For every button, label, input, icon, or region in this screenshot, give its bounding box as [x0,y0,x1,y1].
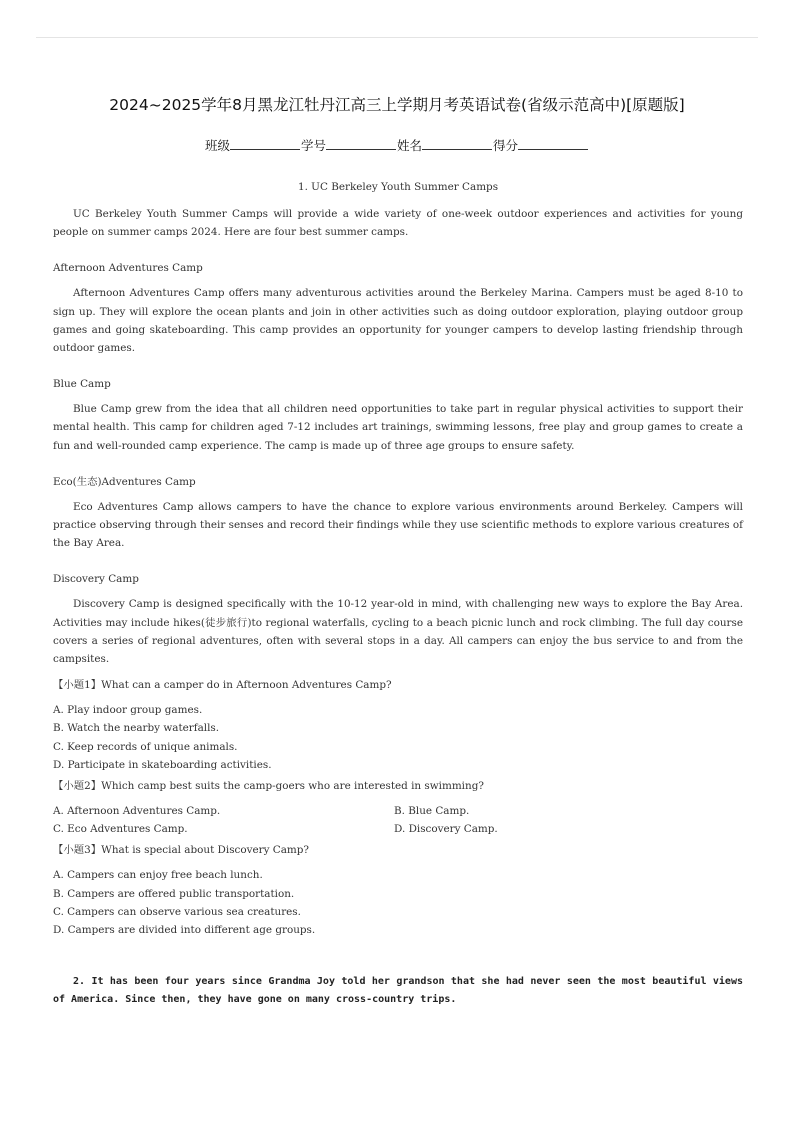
answer-option: A. Afternoon Adventures Camp. [53,805,221,818]
answer-option: A. Campers can enjoy free beach lunch. [53,869,263,882]
answer-options-grid [53,802,743,838]
camp-description: Eco Adventures Camp allows campers to have the chance to explore various environments around Berkeley. Campers will practice observing through their senses and record their findings while they use scientific methods to explore various creatures of the Bay Area. [53,500,743,550]
question-1-heading: 1. UC Berkeley Youth Summer Camps [297,181,499,193]
answer-option: B. Campers are offered public transportation. [53,887,295,900]
answer-option: B. Blue Camp. [394,805,470,818]
answer-option: D. Campers are divided into different age groups. [53,924,316,937]
sub-question-3: 【小题3】What is special about Discovery Camp? [53,844,309,857]
camp-title: Eco(生态)Adventures Camp [53,475,196,488]
camp-title: Discovery Camp [53,573,139,586]
answer-option: D. Participate in skateboarding activities. [53,758,272,771]
camp-section [53,473,743,553]
class-blank [230,137,300,150]
exam-content [53,178,743,1019]
score-label: 得分 [493,138,519,153]
class-label: 班级 [204,138,230,153]
answer-option: B. Watch the nearby waterfalls. [53,722,220,735]
camp-description: Afternoon Adventures Camp offers many adventurous activities around the Berkeley Marina. Campers must be aged 8-10 to sign up. They will explore the ocean plants and join in other activities such as doing outdoor exploration, playing outdoor group games and going skateboarding. This camp provides an opportunity for younger campers to develop lasting friendship through outdoor games. [53,287,743,355]
camp-section [53,259,743,357]
student-info-line [0,136,794,154]
name-label: 姓名 [397,138,423,153]
answer-option: C. Eco Adventures Camp. [53,823,188,836]
camp-description: Blue Camp grew from the idea that all children need opportunities to take part in regular physical activities to support their mental health. This camp for children aged 7-12 includes art trainings, swimming lessons, free play and group games to create a fun and well-rounded camp experience. The camp is made up of three age groups to ensure safety. [53,403,743,452]
score-blank [518,137,588,150]
answer-option: C. Campers can observe various sea creatures. [53,905,301,918]
sub-question-2: 【小题2】Which camp best suits the camp-goers who are interested in swimming? [53,780,484,793]
name-blank [422,137,492,150]
camp-title: Blue Camp [53,378,111,391]
number-label: 学号 [300,138,326,153]
top-divider [36,37,758,38]
camp-description: Discovery Camp is designed specifically with the 10-12 year-old in mind, with challenging new ways to explore the Bay Area. Activities may include hikes(徒步旅行)to regional waterfalls, cycling to a beach picnic lunch and rock climbing. The full day course covers a series of regional adventures, often with several stops in a day. All campers can enjoy the bus service to and from the campsites. [53,598,743,666]
camp-section [53,375,743,455]
page-title: 2024~2025学年8月黑龙江牡丹江高三上学期月考英语试卷(省级示范高中)[原题版] [109,96,685,114]
camp-title: Afternoon Adventures Camp [53,262,203,275]
number-blank [326,137,396,150]
sub-question-1: 【小题1】What can a camper do in Afternoon Adventures Camp? [53,679,392,692]
answer-option: C. Keep records of unique animals. [53,740,238,753]
question-1-intro: UC Berkeley Youth Summer Camps will provide a wide variety of one-week outdoor experiences and activities for young people on summer camps 2024. Here are four best summer camps. [53,208,743,239]
answer-option: A. Play indoor group games. [53,704,203,717]
camp-section [53,570,743,668]
question-2-text: 2. It has been four years since Grandma Joy told her grandson that she had never seen the most beautiful views of America. Since then, they have gone on many cross-country trips. [53,976,743,1006]
answer-option: D. Discovery Camp. [394,823,498,836]
